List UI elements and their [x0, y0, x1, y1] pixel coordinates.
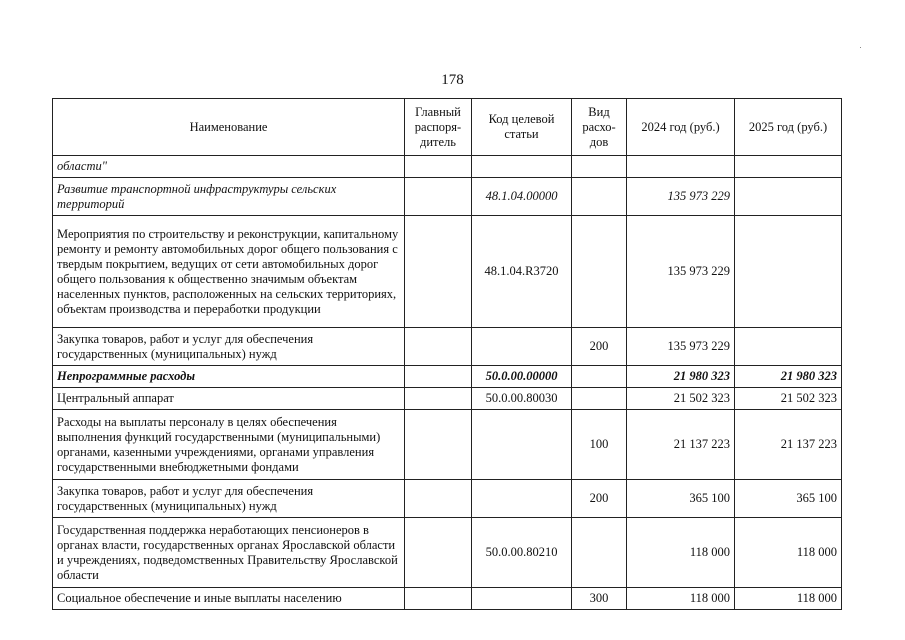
cell-2025 — [735, 216, 842, 328]
table-row — [53, 410, 842, 480]
table-row — [53, 216, 842, 328]
cell-name: Центральный аппарат — [53, 388, 405, 410]
table-row — [53, 328, 842, 366]
cell-code: 50.0.00.00000 — [472, 366, 572, 388]
cell-2025: 21 137 223 — [735, 410, 842, 480]
header-2024: 2024 год (руб.) — [627, 99, 735, 156]
cell-2024: 118 000 — [627, 518, 735, 588]
header-name: Наименование — [53, 99, 405, 156]
cell-kind: 200 — [572, 480, 627, 518]
cell-name: области" — [53, 156, 405, 178]
cell-name: Закупка товаров, работ и услуг для обеспечения государственных (муниципальных) нужд — [53, 328, 405, 366]
cell-2024 — [627, 156, 735, 178]
cell-2025: 21 502 323 — [735, 388, 842, 410]
scan-dot — [860, 47, 861, 48]
cell-code: 48.1.04.R3720 — [472, 216, 572, 328]
cell-manager — [405, 178, 472, 216]
cell-name: Социальное обеспечение и иные выплаты населению — [53, 588, 405, 610]
cell-name: Закупка товаров, работ и услуг для обеспечения государственных (муниципальных) нужд — [53, 480, 405, 518]
cell-name: Расходы на выплаты персоналу в целях обеспечения выполнения функций государственными (муниципальными) органами, казенными учреждениями, органами управления государственными внебюджетными фондами — [53, 410, 405, 480]
cell-2025: 118 000 — [735, 518, 842, 588]
cell-2024: 135 973 229 — [627, 216, 735, 328]
cell-code: 50.0.00.80210 — [472, 518, 572, 588]
budget-table — [52, 98, 842, 610]
cell-2025 — [735, 156, 842, 178]
cell-manager — [405, 388, 472, 410]
cell-2024: 21 502 323 — [627, 388, 735, 410]
cell-manager — [405, 156, 472, 178]
cell-kind — [572, 216, 627, 328]
cell-name: Мероприятия по строительству и реконструкции, капитальному ремонту и ремонту автомобильных дорог общего пользования с твердым покрытием, ведущих от сети автомобильных дорог общего пользования к общественно значимым объектам населенных пунктов, расположенных на сельских территориях, объектам производства и переработки продукции — [53, 216, 405, 328]
table-row — [53, 178, 842, 216]
cell-kind: 100 — [572, 410, 627, 480]
table-row — [53, 156, 842, 178]
header-kind: Вид расхо-дов — [572, 99, 627, 156]
cell-2025: 365 100 — [735, 480, 842, 518]
cell-code — [472, 480, 572, 518]
cell-code — [472, 328, 572, 366]
cell-kind — [572, 388, 627, 410]
table-row — [53, 388, 842, 410]
cell-manager — [405, 518, 472, 588]
cell-2025 — [735, 328, 842, 366]
table-row — [53, 588, 842, 610]
cell-2024: 21 137 223 — [627, 410, 735, 480]
header-code: Код целевой статьи — [472, 99, 572, 156]
cell-2024: 135 973 229 — [627, 328, 735, 366]
cell-name: Государственная поддержка неработающих пенсионеров в органах власти, государственных органах Ярославской области и учреждениях, подведомственных Правительству Ярославской области — [53, 518, 405, 588]
cell-kind — [572, 366, 627, 388]
cell-manager — [405, 480, 472, 518]
page-number: 178 — [441, 72, 464, 88]
table-row — [53, 480, 842, 518]
cell-2024: 365 100 — [627, 480, 735, 518]
cell-code — [472, 156, 572, 178]
cell-2025 — [735, 178, 842, 216]
cell-code: 50.0.00.80030 — [472, 388, 572, 410]
cell-code: 48.1.04.00000 — [472, 178, 572, 216]
header-2025: 2025 год (руб.) — [735, 99, 842, 156]
cell-manager — [405, 410, 472, 480]
cell-kind: 200 — [572, 328, 627, 366]
header-manager: Главный распоря-дитель — [405, 99, 472, 156]
cell-manager — [405, 588, 472, 610]
table-row — [53, 366, 842, 388]
cell-2025: 118 000 — [735, 588, 842, 610]
cell-code — [472, 410, 572, 480]
cell-kind — [572, 178, 627, 216]
cell-code — [472, 588, 572, 610]
cell-2024: 118 000 — [627, 588, 735, 610]
table-row — [53, 518, 842, 588]
cell-manager — [405, 328, 472, 366]
cell-kind: 300 — [572, 588, 627, 610]
cell-kind — [572, 156, 627, 178]
cell-2025: 21 980 323 — [735, 366, 842, 388]
cell-kind — [572, 518, 627, 588]
cell-manager — [405, 366, 472, 388]
cell-name: Непрограммные расходы — [53, 366, 405, 388]
cell-2024: 21 980 323 — [627, 366, 735, 388]
cell-2024: 135 973 229 — [627, 178, 735, 216]
cell-manager — [405, 216, 472, 328]
cell-name: Развитие транспортной инфраструктуры сельских территорий — [53, 178, 405, 216]
table-header-row — [53, 99, 842, 156]
